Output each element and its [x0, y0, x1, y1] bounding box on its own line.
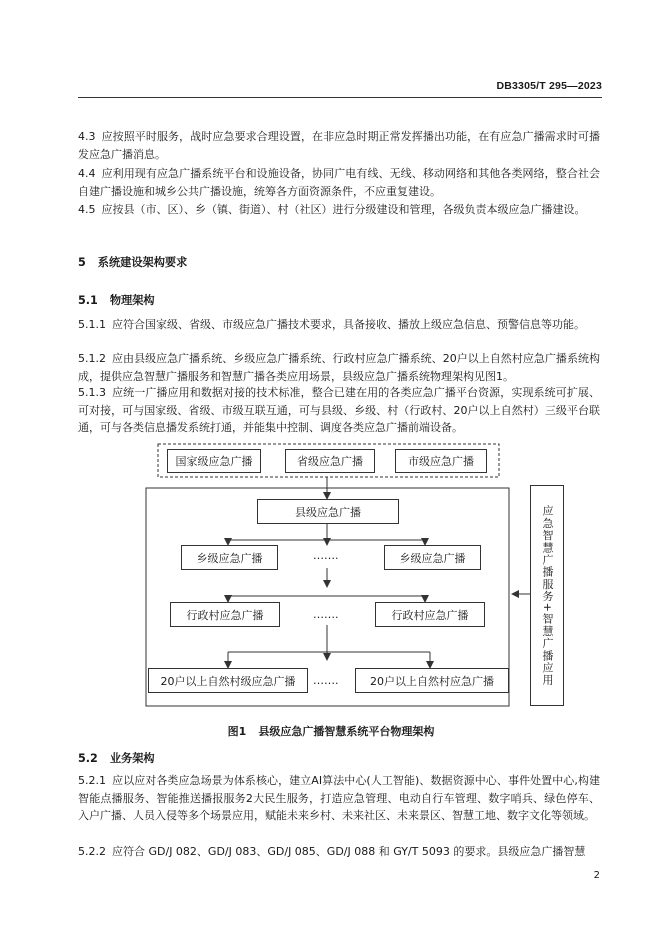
- clause-text: 应符合国家级、省级、市级应急广播技术要求，具备接收、播放上级应急信息、预警信息等功能。: [112, 318, 585, 331]
- county-broadcast-box: 县级应急广播: [257, 499, 399, 524]
- subsection-number: 5.1: [78, 294, 98, 307]
- clause-number: 5.1.2: [78, 352, 106, 365]
- township-broadcast-box-left: 乡级应急广播: [181, 545, 278, 570]
- clause-text: 应利用现有应急广播系统平台和设施设备，协同广电有线、无线、移动网络和其他各类网络，整合社会自建广播设施和城乡公共广播设施，统筹各方面资源条件，不应重复建设。: [78, 167, 600, 198]
- paragraph-4-4: [78, 165, 600, 200]
- natural-village-box-left: 20户以上自然村级应急广播: [148, 668, 308, 693]
- village-ellipsis: …….: [313, 608, 339, 621]
- paragraph-4-5: [78, 201, 600, 219]
- paragraph-5-2-1: [78, 772, 600, 825]
- clause-number: 4.4: [78, 167, 96, 180]
- clause-text: 应符合 GD/J 082、GD/J 083、GD/J 085、GD/J 088 和 GY/T 5093 的要求。县级应急广播智慧: [112, 845, 586, 858]
- national-broadcast-box: 国家级应急广播: [167, 449, 261, 473]
- subsection-title: 业务架构: [109, 752, 155, 765]
- paragraph-5-1-2: [78, 350, 600, 385]
- smart-service-label: 应急智慧广播服务+智慧广播应用: [541, 504, 554, 687]
- subsection-number: 5.2: [78, 752, 98, 765]
- clause-number: 5.2.2: [78, 845, 106, 858]
- paragraph-5-1-3: [78, 384, 600, 437]
- subsection-heading-5-2: [78, 750, 155, 766]
- section-heading-5: [78, 254, 187, 270]
- clause-number: 4.5: [78, 203, 96, 216]
- clause-number: 5.1.1: [78, 318, 106, 331]
- section-title: 系统建设架构要求: [97, 256, 188, 269]
- clause-text: 应由县级应急广播系统、乡级应急广播系统、行政村应急广播系统、20户以上自然村应急广播系统构成，提供应急智慧广播服务和智慧广播各类应用场景，县级应急广播系统物理架构见图1。: [78, 352, 600, 383]
- village-broadcast-box-right: 行政村应急广播: [375, 602, 485, 627]
- paragraph-5-2-2: [78, 843, 600, 861]
- township-broadcast-box-right: 乡级应急广播: [384, 545, 481, 570]
- provincial-broadcast-box: 省级应急广播: [285, 449, 375, 473]
- page-number: 2: [593, 870, 600, 881]
- township-ellipsis: …….: [313, 549, 339, 562]
- village-broadcast-box-left: 行政村应急广播: [170, 602, 280, 627]
- figure-label: 图1: [227, 725, 247, 738]
- clause-number: 5.1.3: [78, 386, 106, 399]
- clause-text: 应统一广播应用和数据对接的技术标准，整合已建在用的各类应急广播平台资源，实现系统可扩展、可对接，可与国家级、省级、市级互联互通，可与县级、乡级、村（行政村、20户以上自然村）三级平台联通，可与各类信息播发系统打通，并能集中控制、调度各类应急广播前端设备。: [78, 386, 600, 434]
- header-rule: [78, 97, 602, 98]
- municipal-broadcast-box: 市级应急广播: [395, 449, 487, 473]
- section-number: 5: [78, 256, 86, 269]
- figure-title: 县级应急广播智慧系统平台物理架构: [258, 725, 435, 738]
- figure-1-caption: [0, 723, 662, 739]
- natural-village-box-right: 20户以上自然村应急广播: [355, 668, 509, 693]
- subsection-title: 物理架构: [109, 294, 155, 307]
- paragraph-4-3: [78, 128, 600, 163]
- clause-text: 应按县（市、区）、乡（镇、街道）、村（社区）进行分级建设和管理，各级负责本级应急广播建设。: [101, 203, 586, 216]
- subsection-heading-5-1: [78, 292, 155, 308]
- smart-service-side-box: [530, 485, 564, 706]
- paragraph-5-1-1: [78, 316, 600, 334]
- clause-text: 应以应对各类应急场景为体系核心，建立AI算法中心(人工智能)、数据资源中心、事件处置中心,构建智能点播服务、智能推送播报服务2大民生服务，打造应急管理、电动自行车管理、数字哨兵、绿色停车、入户广播、人员入侵等多个场景应用，赋能未来乡村、未来社区、未来景区、智慧工地、数字文化等领域。: [78, 774, 600, 822]
- clause-text: 应按照平时服务，战时应急要求合理设置，在非应急时期正常发挥播出功能，在有应急广播需求时可播发应急广播消息。: [78, 130, 600, 161]
- clause-number: 4.3: [78, 130, 96, 143]
- document-code: DB3305/T 295—2023: [496, 80, 602, 92]
- clause-number: 5.2.1: [78, 774, 106, 787]
- natural-village-ellipsis: …….: [313, 674, 339, 687]
